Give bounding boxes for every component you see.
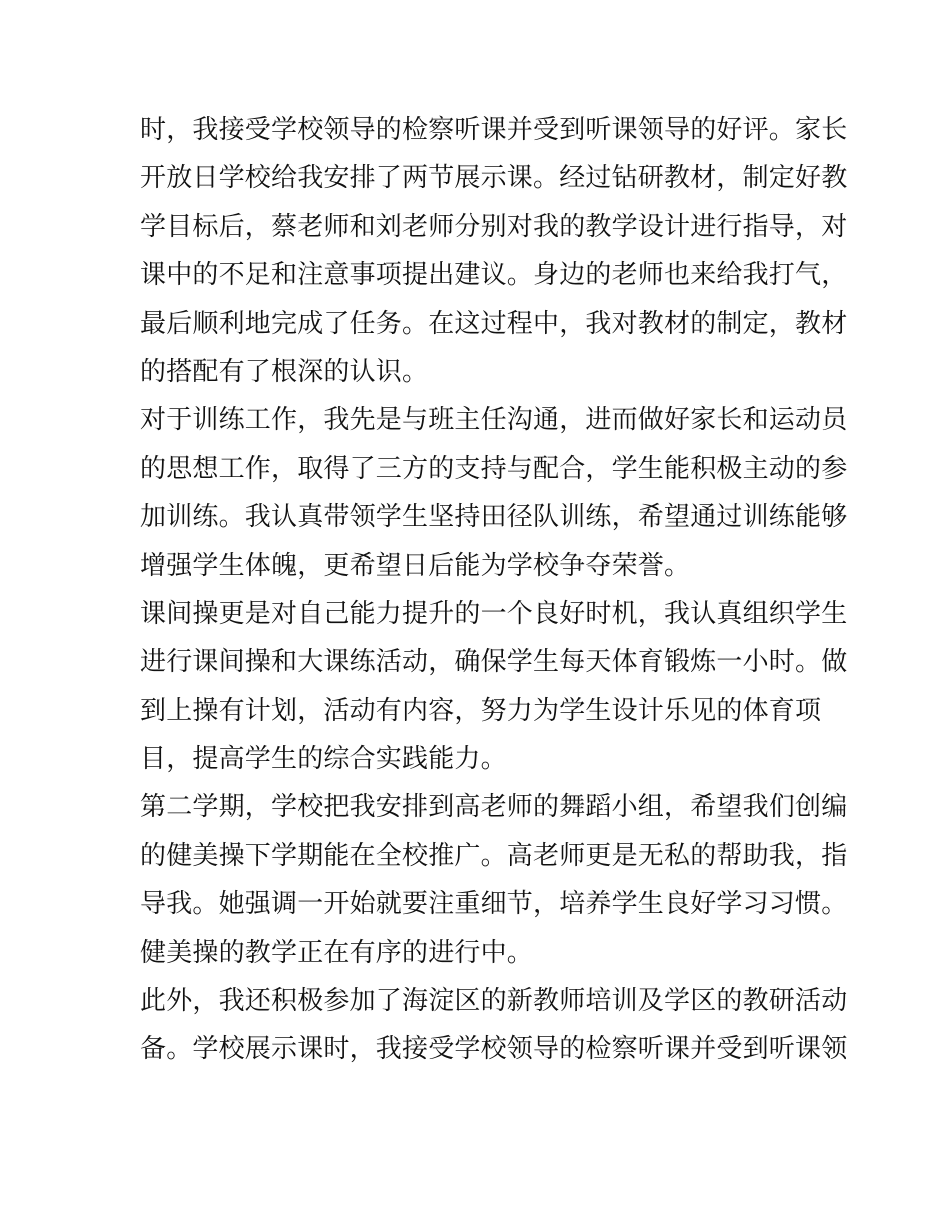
text-line-18: 健美操的教学正在有序的进行中。 xyxy=(140,937,534,968)
text-line-16: 的健美操下学期能在全校推广。高老师更是无私的帮助我，指 xyxy=(140,840,848,871)
text-line-4: 课中的不足和注意事项提出建议。身边的老师也来给我打气， xyxy=(140,260,848,291)
text-line-8: 的思想工作，取得了三方的支持与配合，学生能积极主动的参 xyxy=(140,453,848,484)
text-line-3: 学目标后，蔡老师和刘老师分别对我的教学设计进行指导，对 xyxy=(140,211,848,242)
text-line-1: 时，我接受学校领导的检察听课并受到听课领导的好评。家长 xyxy=(140,115,848,145)
text-line-17: 导我。她强调一开始就要注重细节，培养学生良好学习习惯。 xyxy=(140,889,848,920)
text-line-7: 对于训练工作，我先是与班主任沟通，进而做好家长和运动员 xyxy=(140,405,848,436)
text-line-5: 最后顺利地完成了任务。在这过程中，我对教材的制定，教材 xyxy=(140,308,848,339)
text-line-13: 到上操有计划，活动有内容，努力为学生设计乐见的体育项 xyxy=(140,695,822,726)
document-body xyxy=(140,106,848,1074)
text-line-11: 课间操更是对自己能力提升的一个良好时机，我认真组织学生 xyxy=(140,598,848,629)
text-line-15: 第二学期，学校把我安排到高老师的舞蹈小组，希望我们创编 xyxy=(140,792,848,823)
text-line-20: 备。学校展示课时，我接受学校领导的检察听课并受到听课领 xyxy=(140,1034,848,1065)
text-line-2: 开放日学校给我安排了两节展示课。经过钻研教材，制定好教 xyxy=(140,163,848,194)
text-line-6: 的搭配有了根深的认识。 xyxy=(140,356,429,387)
text-line-12: 进行课间操和大课练活动，确保学生每天体育锻炼一小时。做 xyxy=(140,647,848,678)
text-line-19: 此外，我还积极参加了海淀区的新教师培训及学区的教研活动 xyxy=(140,986,848,1017)
text-line-14: 目，提高学生的综合实践能力。 xyxy=(140,744,507,775)
text-line-9: 加训练。我认真带领学生坚持田径队训练，希望通过训练能够 xyxy=(140,502,848,533)
text-line-10: 增强学生体魄，更希望日后能为学校争夺荣誉。 xyxy=(140,550,691,581)
